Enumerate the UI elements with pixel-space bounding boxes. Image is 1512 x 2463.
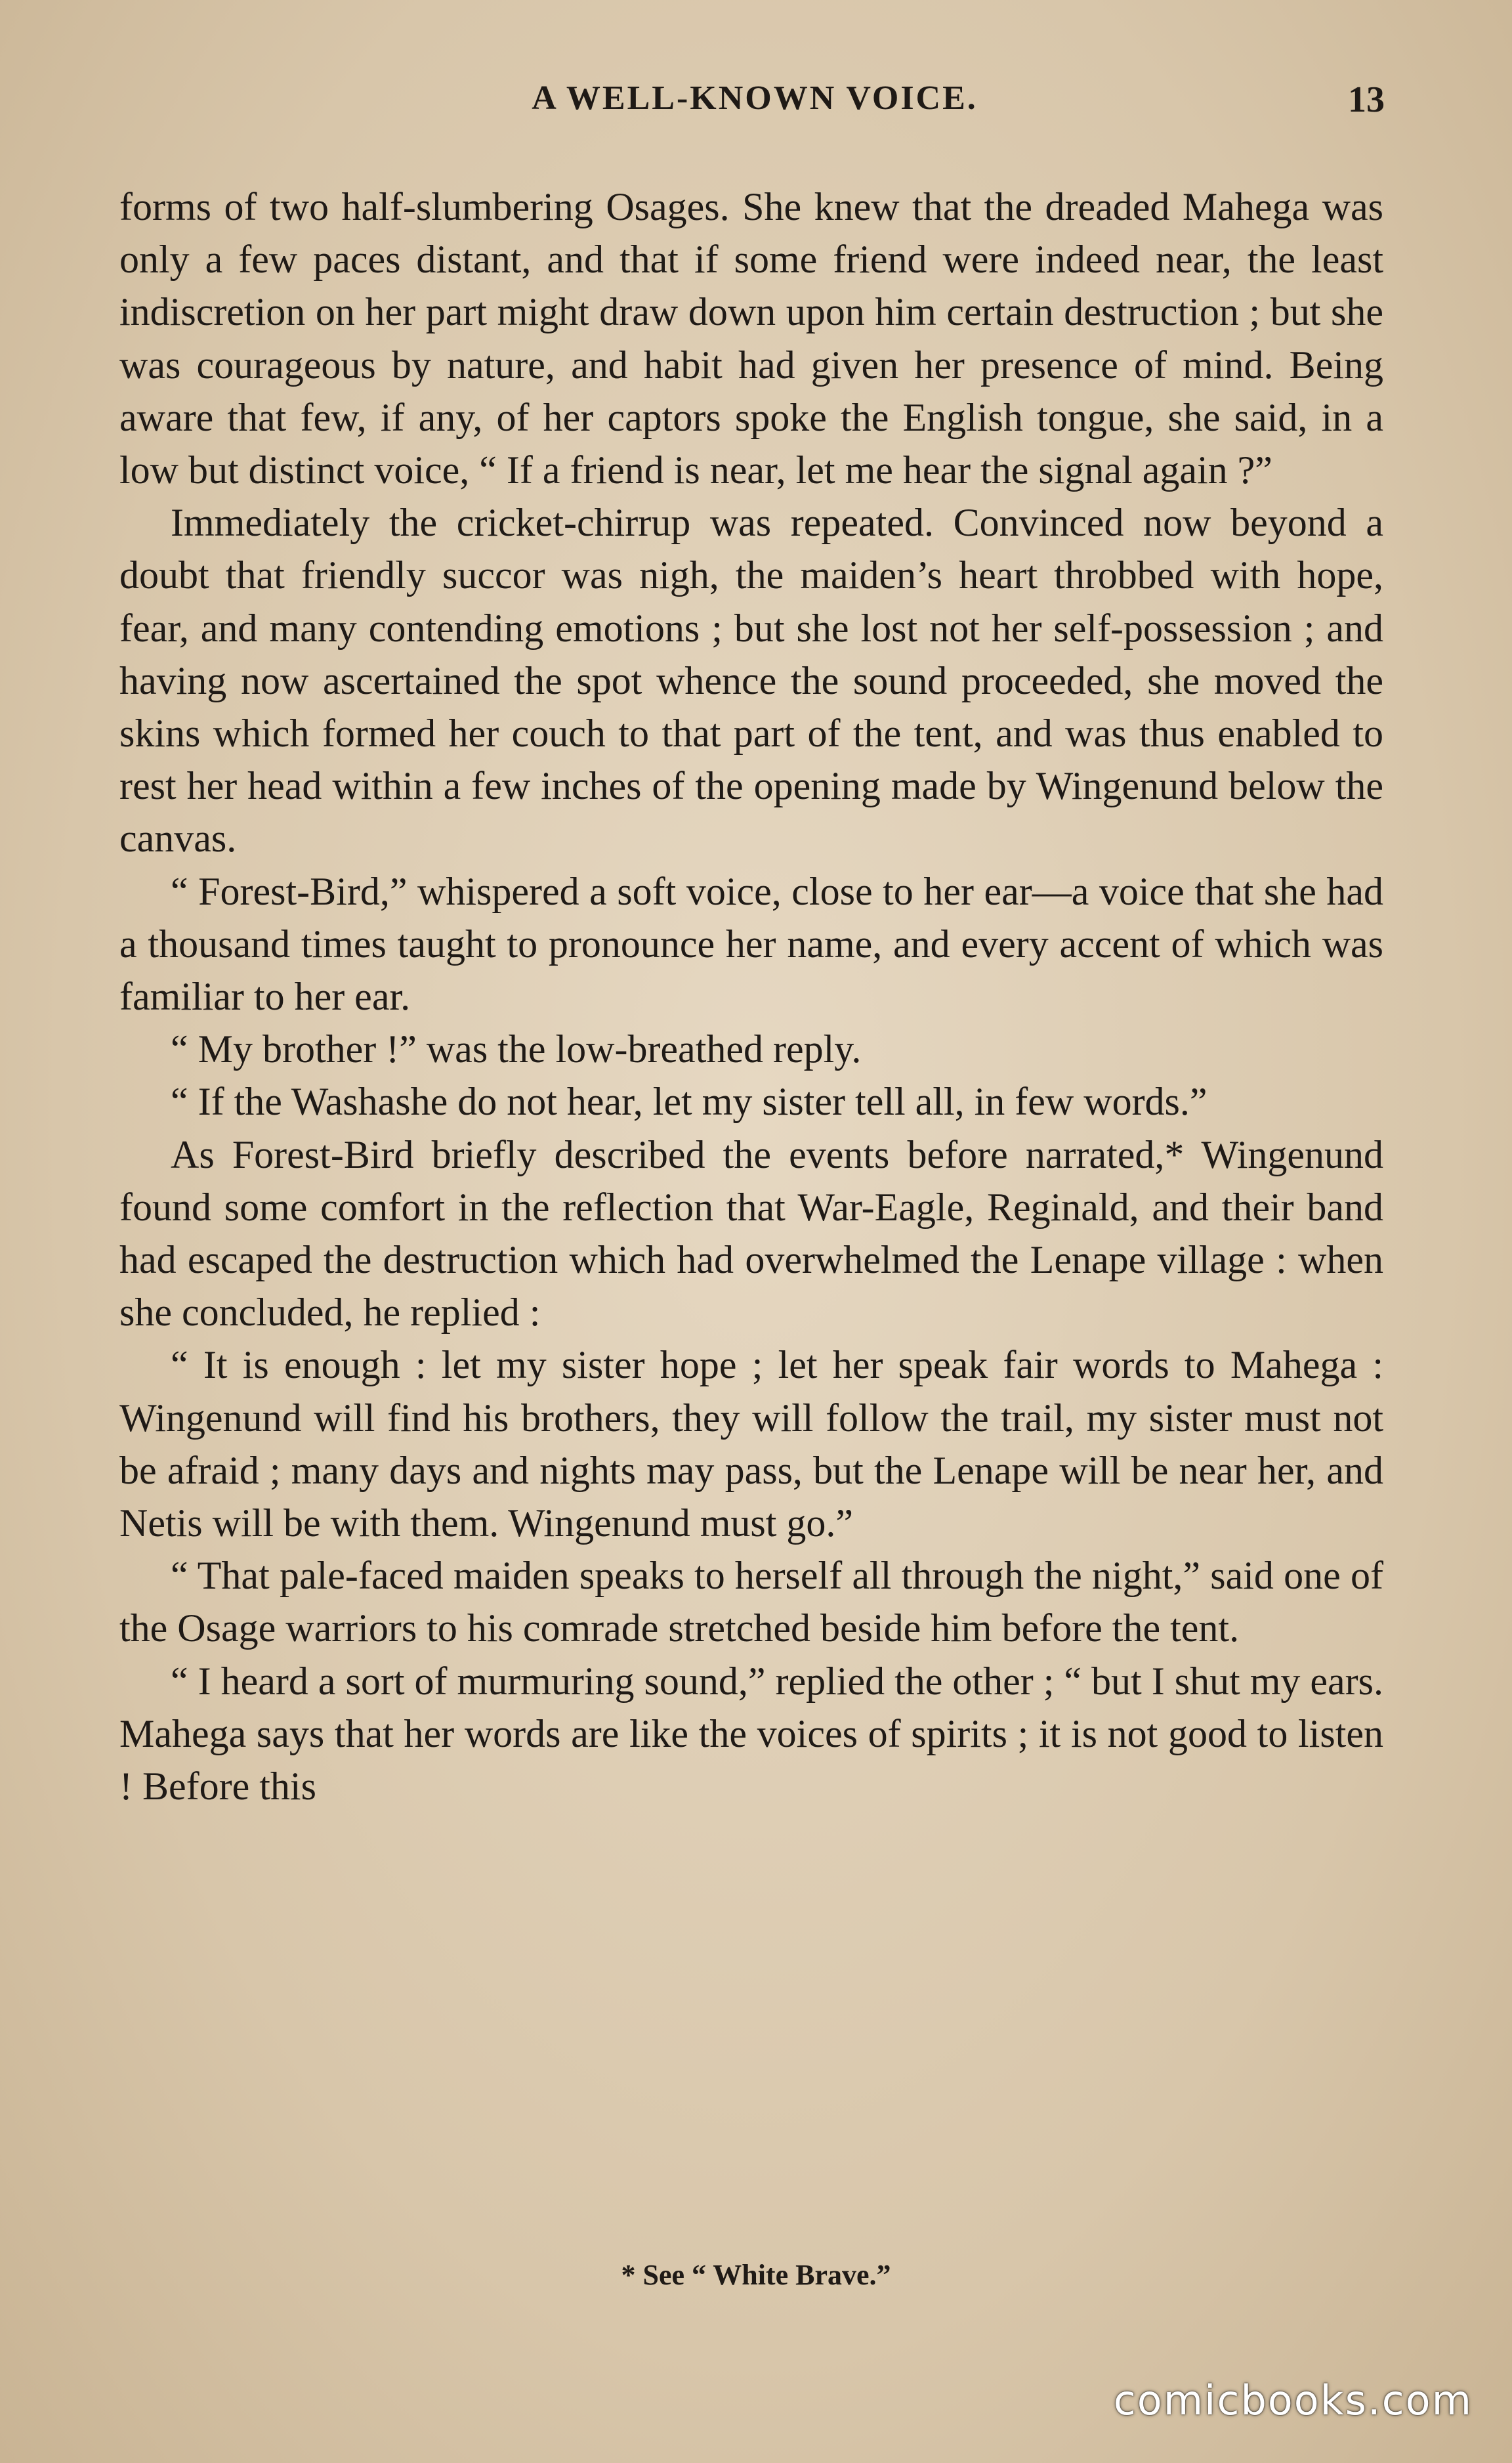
- paragraph: “ Forest-Bird,” whispered a soft voice, close to her ear—a voice that she had a thousand times taught to pronounce her name, and every accent of which was familiar to her ear.: [119, 869, 1383, 1019]
- body-text: [119, 181, 1383, 1812]
- paragraph: “ If the Washashe do not hear, let my sister tell all, in few words.”: [171, 1080, 1208, 1124]
- paragraph: “ I heard a sort of murmuring sound,” replied the other ; “ but I shut my ears. Mahega says that her words are like the voices of spirits ; it is not good to listen ! Before this: [119, 1659, 1383, 1809]
- watermark: comicbooks.com: [1113, 2376, 1473, 2424]
- footnote: * See “ White Brave.”: [621, 2259, 891, 2291]
- running-title: A WELL-KNOWN VOICE.: [532, 79, 978, 117]
- paragraph: As Forest-Bird briefly described the events before narrated,* Wingenund found some comfort in the reflection that War-Eagle, Reginald, and their band had escaped the destruction which had overwhelmed the Lenape village : when she concluded, he replied :: [119, 1132, 1383, 1335]
- paragraph: Immediately the cricket-chirrup was repeated. Convinced now beyond a doubt that friendly succor was nigh, the maiden’s heart throbbed with hope, fear, and many contending emotions ; but she lost not her self-possession ; and having now ascertained the spot whence the sound proceeded, she moved the skins which formed her couch to that part of the tent, and was thus enabled to rest her head within a few inches of the opening made by Wingenund below the canvas.: [119, 501, 1383, 861]
- page-number: 13: [1348, 79, 1385, 120]
- paragraph: forms of two half-slumbering Osages. She knew that the dreaded Mahega was only a few paces distant, and that if some friend were indeed near, the least indiscretion on her part might draw down upon him certain destruction ; but she was courageous by nature, and habit had given her presence of mind. Being aware that few, if any, of her captors spoke the English tongue, she said, in a low but distinct voice, “ If a friend is near, let me hear the signal again ?”: [119, 185, 1383, 492]
- page-header: [125, 79, 1385, 138]
- paragraph: “ That pale-faced maiden speaks to herself all through the night,” said one of the Osage warriors to his comrade stretched beside him before the tent.: [119, 1554, 1383, 1650]
- paragraph: “ It is enough : let my sister hope ; let her speak fair words to Mahega : Wingenund will find his brothers, they will follow the trail, my sister must not be afraid ; many days and nights may pass, but the Lenape will be near her, and Netis will be with them. Wingenund must go.”: [119, 1343, 1383, 1545]
- paragraph: “ My brother !” was the low-breathed reply.: [171, 1027, 862, 1071]
